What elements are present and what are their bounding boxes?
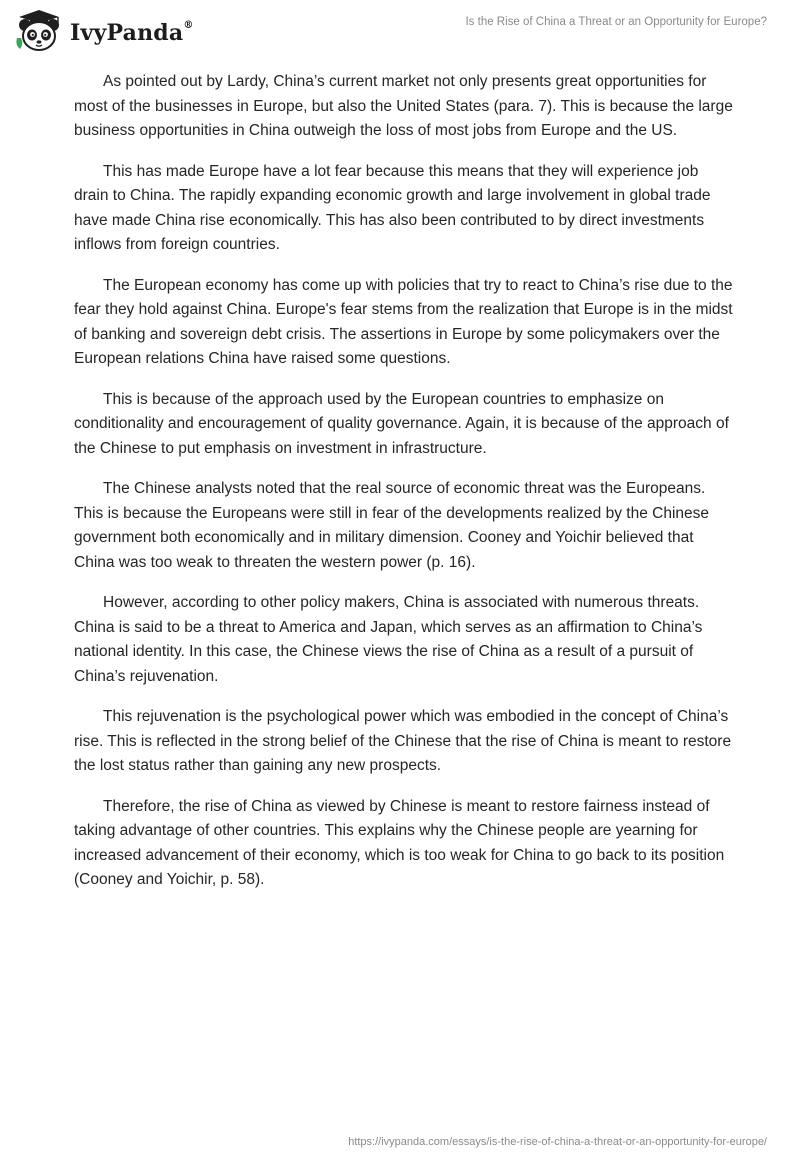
paragraph: The European economy has come up with policies that try to react to China’s rise due to the fear they hold against China. Europe's fear stems from the realization that Europe is in the midst of banking and sovereign debt crisis. The assertions in Europe by some policymakers over the European relations China have raised some questions. bbox=[74, 276, 733, 367]
essay-body bbox=[74, 70, 734, 909]
paragraph: This is because of the approach used by the European countries to emphasize on conditionality and encouragement of quality governance. Again, it is because of the approach of the Chinese to put emphasis on investment in infrastructure. bbox=[74, 390, 729, 457]
brand-name: IvyPanda® bbox=[70, 19, 194, 46]
paragraph: The Chinese analysts noted that the real source of economic threat was the Europeans. This is because the Europeans were still in fear of the developments realized by the Chinese government both economically and in military dimension. Cooney and Yoichir believed that China was too weak to threaten the western power (p. 16). bbox=[74, 480, 709, 571]
paragraph: This rejuvenation is the psychological power which was embodied in the concept of China’s rise. This is reflected in the strong belief of the Chinese that the rise of China is meant to restore the lost status rather than gaining any new prospects. bbox=[74, 708, 732, 774]
document-title: Is the Rise of China a Threat or an Opportunity for Europe? bbox=[465, 16, 767, 28]
paragraph: As pointed out by Lardy, China’s current market not only presents great opportunities for most of the businesses in Europe, but also the United States (para. 7). This is because the large business opportunities in China outweigh the loss of most jobs from Europe and the US. bbox=[74, 73, 733, 139]
paragraph: However, according to other policy makers, China is associated with numerous threats. China is said to be a threat to America and Japan, which serves as an affirmation to China’s national identity. In this case, the Chinese views the rise of China as a result of a pursuit of China’s rejuvenation. bbox=[74, 594, 703, 685]
logo[interactable] bbox=[14, 8, 194, 52]
paragraph: This has made Europe have a lot fear because this means that they will experience job drain to China. The rapidly expanding economic growth and large involvement in global trade have made China rise economically. This has also been contributed to by direct investments inflows from foreign countries. bbox=[74, 162, 711, 253]
page-header bbox=[0, 0, 800, 70]
panda-graduation-cap-icon bbox=[14, 8, 64, 52]
source-url[interactable]: https://ivypanda.com/essays/is-the-rise-of-china-a-threat-or-an-opportunity-for-europe/ bbox=[348, 1136, 767, 1148]
paragraph: Therefore, the rise of China as viewed by Chinese is meant to restore fairness instead of taking advantage of other countries. This explains why the Chinese people are yearning for increased advancement of their economy, which is too weak for China to go back to its position (Cooney and Yoichir, p. 58). bbox=[74, 797, 725, 888]
